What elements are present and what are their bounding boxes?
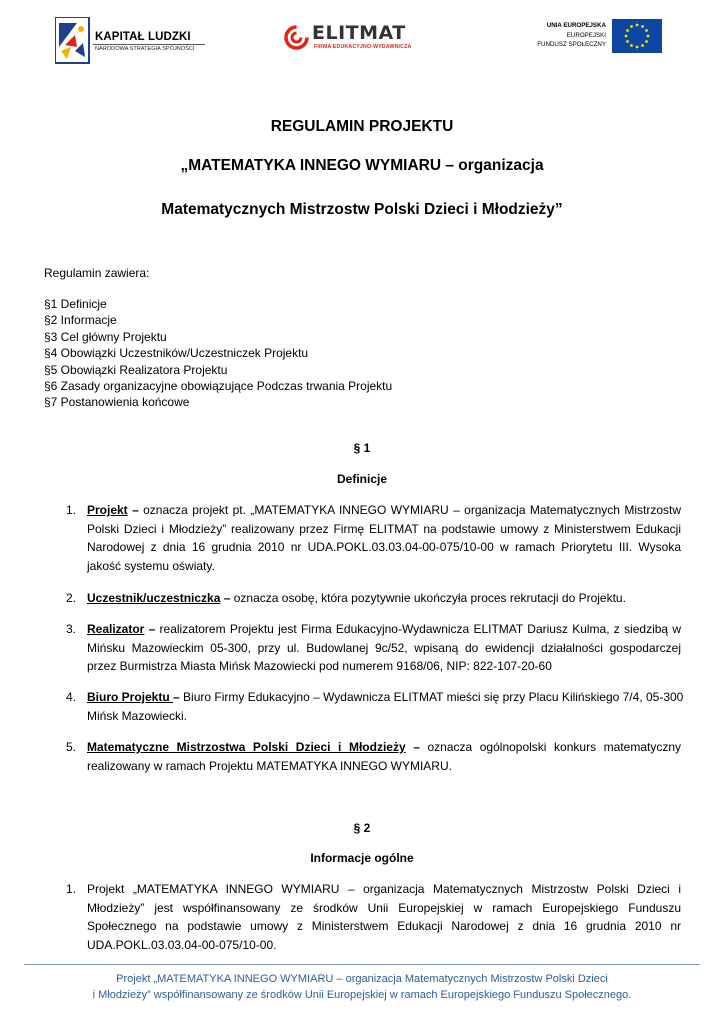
footer-line-1: Projekt „MATEMATYKA INNEGO WYMIARU – organizacja Matematycznych Mistrzostw Polski Dzieci: [116, 973, 608, 985]
elitmat-name: ELITMAT: [312, 22, 406, 44]
esf-label-1: EUROPEJSKI: [566, 32, 606, 39]
information-text: Społecznego na podstawie umowy z Ministerstwem Edukacji Narodowej z dnia 16 grudnia 2010 nr: [87, 919, 681, 934]
definition-text: przez Burmistrza Miasta Mińsk Mazowiecki pod numerem 9168/06, NIP: 822-107-20-60: [87, 659, 552, 674]
elitmat-swirl-icon: [284, 25, 309, 50]
definition-dash: –: [405, 740, 420, 754]
eu-label: UNIA EUROPEJSKA: [546, 22, 606, 29]
elitmat-subtitle: FIRMA EDUKACYJNO-WYDAWNICZA: [314, 44, 412, 50]
definition-term: Matematyczne Mistrzostwa Polski Dzieci i Młodzieży: [87, 740, 406, 754]
definition-text: Mińsku Mazowieckim 05-300, przy ul. Budowlanej 9c/52, wpisaną do ewidencji działalności gospodarczej: [87, 640, 681, 655]
kapital-ludzki-mark-icon: [55, 17, 91, 65]
information-text: UDA.POKL.03.03.04-00-075/10-00.: [87, 937, 277, 952]
esf-label-2: FUNDUSZ SPOŁECZNY: [537, 41, 606, 48]
information-item: [66, 880, 681, 954]
definition-item: [66, 589, 681, 608]
footer-divider: [24, 964, 700, 965]
information-text: Młodzieży” jest współfinansowany ze środków Unii Europejskiej w ramach Europejskiego Funduszu: [87, 900, 681, 915]
document-title: REGULAMIN PROJEKTU: [270, 118, 454, 135]
toc-item: §1 Definicje: [44, 297, 107, 311]
toc-item: §6 Zasady organizacyjne obowiązujące Podczas trwania Projektu: [44, 379, 393, 394]
kapital-ludzki-title: KAPITAŁ LUDZKI: [95, 31, 191, 43]
eu-flag-icon: [612, 19, 662, 53]
definition-dash: –: [144, 622, 156, 636]
section-2-number: § 2: [353, 821, 371, 835]
definition-term: Biuro Projektu: [87, 690, 174, 704]
definition-item: [66, 738, 681, 775]
definition-dash: –: [220, 591, 231, 605]
kapital-ludzki-logo: [55, 17, 215, 65]
toc-item: §4 Obowiązki Uczestników/Uczestniczek Projektu: [44, 346, 309, 361]
definition-dash: –: [173, 690, 180, 704]
definition-text: oznacza osobę, która pozytywnie ukończyła proces rekrutacji do Projektu.: [230, 591, 626, 605]
definition-term: Realizator: [87, 622, 145, 636]
kapital-ludzki-rule: [93, 44, 205, 45]
toc-intro: Regulamin zawiera:: [44, 266, 150, 280]
table-of-contents: [44, 296, 392, 411]
toc-item: §2 Informacje: [44, 313, 117, 328]
eu-logo: [520, 19, 664, 57]
definition-item: [66, 501, 681, 575]
definition-term: Projekt: [87, 503, 128, 517]
definition-text: oznacza ogólnopolski konkurs matematyczny: [419, 740, 682, 754]
toc-item: §3 Cel główny Projektu: [44, 329, 167, 344]
definition-text: Mińsk Mazowiecki.: [87, 708, 188, 723]
item-number: 1.: [66, 882, 77, 896]
item-number: 2.: [66, 591, 77, 605]
definition-text: Polski Dzieci i Młodzieży” realizowany przez Firmę ELITMAT na podstawie umowy z Ministerstwem Edukacji: [87, 521, 681, 536]
document-header: [0, 0, 724, 86]
definition-text: realizatorem Projektu jest Firma Edukacyjno-Wydawnicza ELITMAT Dariusz Kulma, z siedzibą w: [155, 622, 681, 636]
definition-dash: –: [127, 503, 139, 517]
section-1-number: § 1: [353, 441, 371, 455]
definition-item: [66, 620, 681, 676]
toc-item: §7 Postanowienia końcowe: [44, 395, 190, 410]
item-number: 4.: [66, 690, 77, 704]
item-number: 1.: [66, 503, 77, 517]
section-1-heading: Definicje: [336, 472, 387, 486]
item-number: 5.: [66, 740, 77, 754]
item-number: 3.: [66, 622, 77, 636]
definition-text: jakość systemu oświaty.: [87, 558, 215, 573]
definition-text: realizowany w ramach Projektu MATEMATYKA INNEGO WYMIARU.: [87, 758, 452, 773]
kapital-ludzki-subtitle: NARODOWA STRATEGIA SPÓJNOŚCI: [95, 46, 195, 52]
project-title-line1: „MATEMATYKA INNEGO WYMIARU – organizacja: [180, 157, 544, 174]
project-title-line2: Matematycznych Mistrzostw Polski Dzieci i Młodzieży”: [161, 201, 563, 218]
definition-term: Uczestnik/uczestniczka: [87, 591, 221, 605]
definition-text: Biuro Firmy Edukacyjno – Wydawnicza ELITMAT mieści się przy Placu Kilińskiego 7/4, 05-300: [179, 690, 684, 704]
definition-text: oznacza projekt pt. „MATEMATYKA INNEGO WYMIARU – organizacja Matematycznych Mistrzostw: [138, 503, 681, 517]
definition-item: [66, 688, 684, 725]
section-2-heading: Informacje ogólne: [310, 851, 414, 865]
information-text: Projekt „MATEMATYKA INNEGO WYMIARU – organizacja Matematycznych Mistrzostw Polski Dzieci i: [87, 882, 681, 896]
footer-line-2: i Młodzieży” współfinansowany ze środków Unii Europejskiej w ramach Europejskiego Funduszu Społecznego.: [92, 989, 632, 1001]
toc-item: §5 Obowiązki Realizatora Projektu: [44, 362, 228, 377]
definition-text: Narodowej z dnia 16 grudnia 2010 nr UDA.POKL.03.03.04-00-075/10-00 w ramach Priorytetu III. Wysoka: [87, 540, 681, 555]
elitmat-logo: [284, 24, 419, 54]
